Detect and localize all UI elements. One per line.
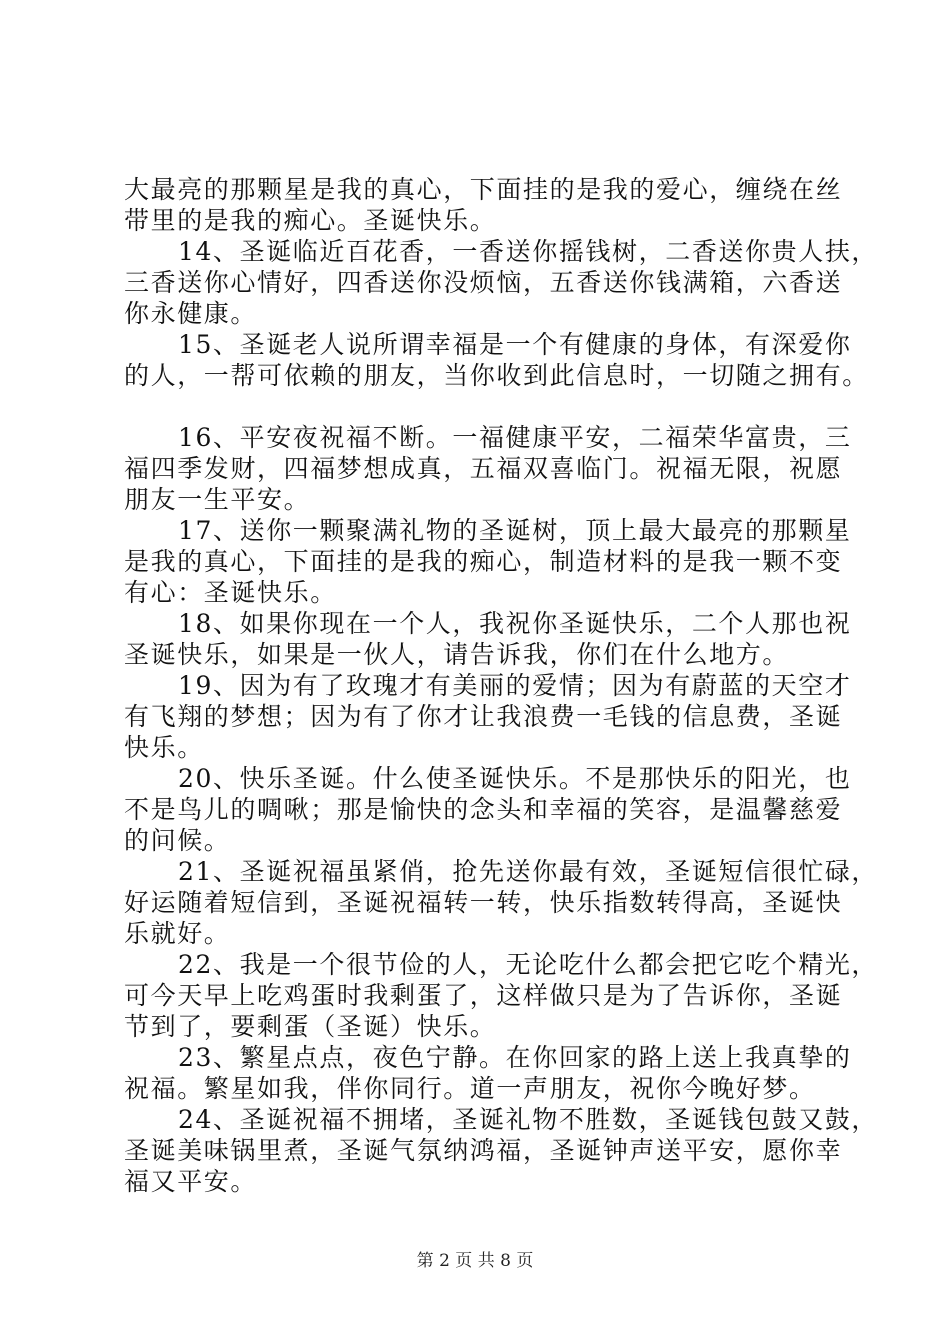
text-line: 的人，一帮可依赖的朋友，当你收到此信息时，一切随之拥有。 <box>124 361 869 390</box>
text-line: 圣诞美味锅里煮，圣诞气氛纳鸿福，圣诞钟声送平安，愿你幸 <box>124 1136 843 1165</box>
text-line: 是我的真心，下面挂的是我的痴心，制造材料的是我一颗不变 <box>124 547 843 576</box>
text-line: 乐就好。 <box>124 919 231 948</box>
text-line: 18、如果你现在一个人，我祝你圣诞快乐，二个人那也祝 <box>178 609 852 638</box>
text-line: 20、快乐圣诞。什么使圣诞快乐。不是那快乐的阳光，也 <box>178 764 852 793</box>
text-line: 有飞翔的梦想；因为有了你才让我浪费一毛钱的信息费，圣诞 <box>124 702 843 731</box>
text-line: 23、繁星点点，夜色宁静。在你回家的路上送上我真挚的 <box>178 1043 852 1072</box>
text-line: 你永健康。 <box>124 299 258 328</box>
text-line: 24、圣诞祝福不拥堵，圣诞礼物不胜数，圣诞钱包鼓又鼓， <box>178 1105 879 1134</box>
text-line: 有心：圣诞快乐。 <box>124 578 337 607</box>
text-line: 节到了，要剩蛋（圣诞）快乐。 <box>124 1012 497 1041</box>
text-line: 22、我是一个很节俭的人，无论吃什么都会把它吃个精光， <box>178 950 879 979</box>
text-line: 21、圣诞祝福虽紧俏，抢先送你最有效，圣诞短信很忙碌， <box>178 857 879 886</box>
text-line: 朋友一生平安。 <box>124 485 311 514</box>
text-line: 的问候。 <box>124 826 231 855</box>
text-line: 三香送你心情好，四香送你没烦恼，五香送你钱满箱，六香送 <box>124 268 843 297</box>
text-line: 好运随着短信到，圣诞祝福转一转，快乐指数转得高，圣诞快 <box>124 888 843 917</box>
text-line: 19、因为有了玫瑰才有美丽的爱情；因为有蔚蓝的天空才 <box>178 671 852 700</box>
text-line: 福又平安。 <box>124 1167 258 1196</box>
document-body <box>124 174 879 1197</box>
text-line: 祝福。繁星如我，伴你同行。道一声朋友，祝你今晚好梦。 <box>124 1074 816 1103</box>
text-line: 圣诞快乐，如果是一伙人，请告诉我，你们在什么地方。 <box>124 640 790 669</box>
text-line: 15、圣诞老人说所谓幸福是一个有健康的身体，有深爱你 <box>178 330 852 359</box>
text-line: 17、送你一颗聚满礼物的圣诞树，顶上最大最亮的那颗星 <box>178 516 852 545</box>
text-line: 不是鸟儿的啁啾；那是愉快的念头和幸福的笑容，是温馨慈爱 <box>124 795 843 824</box>
blank-line <box>124 391 844 422</box>
page-footer: 第 2 页 共 8 页 <box>416 1251 534 1271</box>
text-line: 福四季发财，四福梦想成真，五福双喜临门。祝福无限，祝愿 <box>124 454 843 483</box>
text-line: 16、平安夜祝福不断。一福健康平安，二福荣华富贵，三 <box>178 423 852 452</box>
text-line: 大最亮的那颗星是我的真心，下面挂的是我的爱心，缠绕在丝 <box>124 175 843 204</box>
text-line: 快乐。 <box>124 733 204 762</box>
text-line: 带里的是我的痴心。圣诞快乐。 <box>124 206 497 235</box>
text-line: 14、圣诞临近百花香，一香送你摇钱树，二香送你贵人扶， <box>178 237 879 266</box>
text-line: 可今天早上吃鸡蛋时我剩蛋了，这样做只是为了告诉你，圣诞 <box>124 981 843 1010</box>
